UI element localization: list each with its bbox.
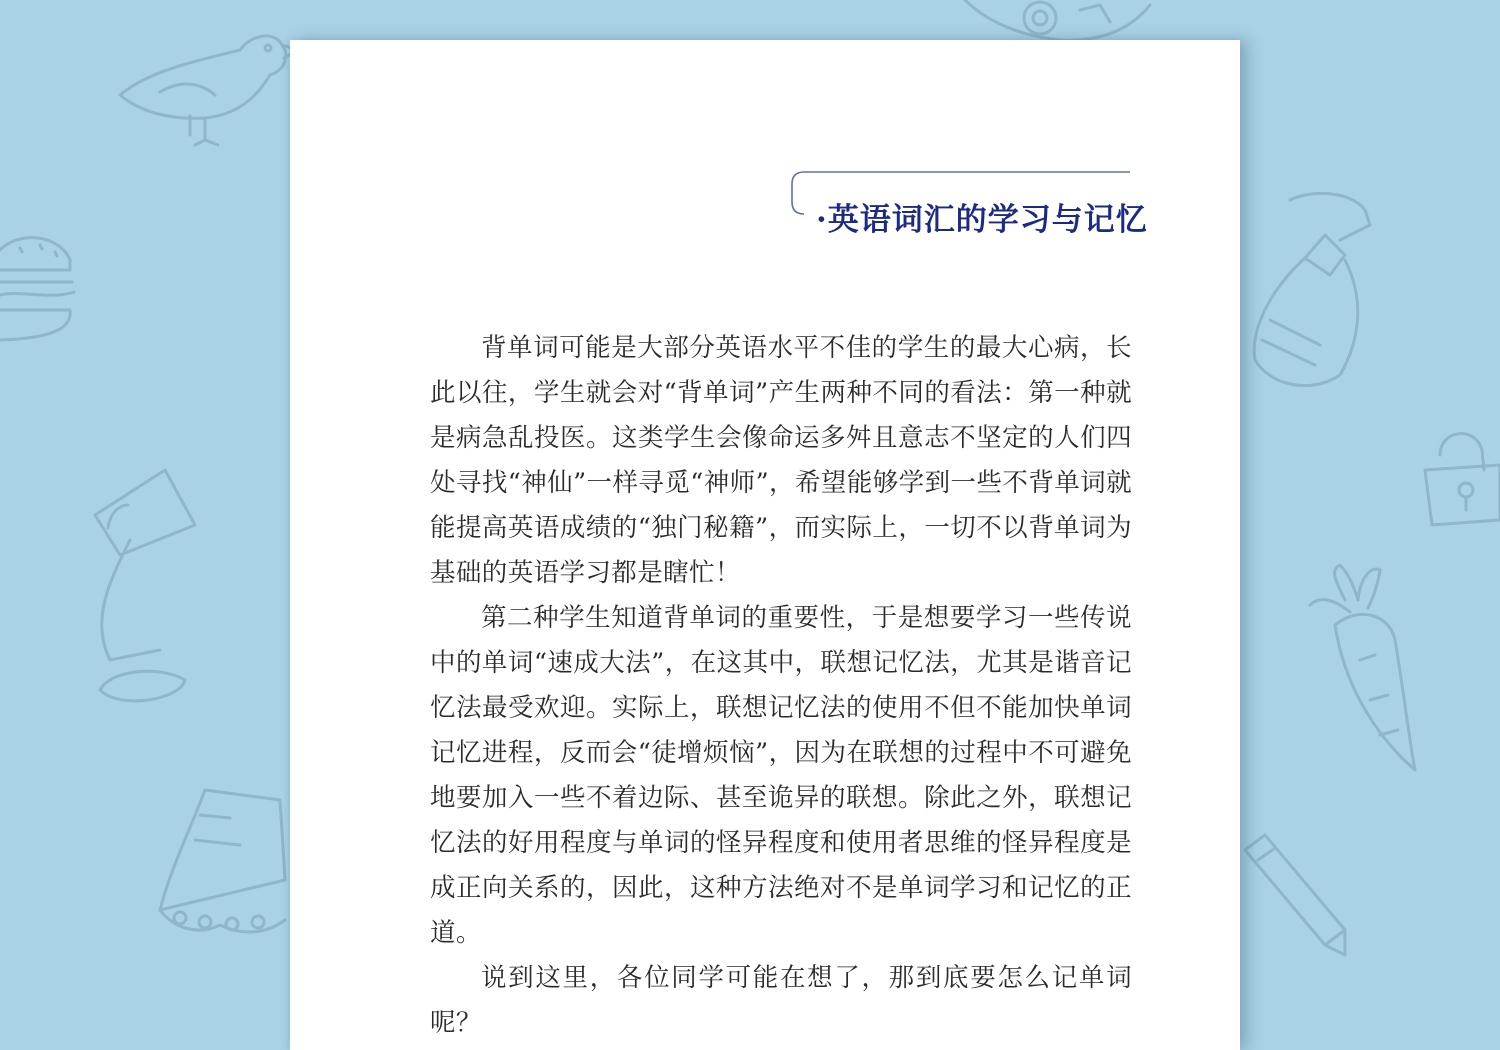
paragraph-3: 说到这里，各位同学可能在想了，那到底要怎么记单词呢？	[430, 963, 1132, 1038]
hamburger-doodle	[0, 238, 74, 340]
carrot-doodle	[1310, 565, 1415, 770]
book-page	[290, 40, 1240, 1050]
bird-doodle	[120, 36, 298, 145]
chapter-header	[790, 170, 1148, 242]
chapter-title: ·英语词汇的学习与记忆	[816, 202, 1148, 238]
skirt-doodle	[160, 790, 285, 932]
paragraph-1: 背单词可能是大部分英语水平不佳的学生的最大心病，长此以往，学生就会对“背单词”产生两种不同的看法：第一种就是病急乱投医。这类学生会像命运多舛且意志不坚定的人们四处寻找“神仙”一样寻觅“神师”，希望能够学到一些不背单词就能提高英语成绩的“独门秘籍”，而实际上，一切不以背单词为基础的英语学习都是瞎忙！	[430, 333, 1132, 588]
paragraph-2: 第二种学生知道背单词的重要性，于是想要学习一些传说中的单词“速成大法”，在这其中，联想记忆法，尤其是谐音记忆法最受欢迎。实际上，联想记忆法的使用不但不能加快单词记忆进程，反而会“徒增烦恼”，因为在联想的过程中不可避免地要加入一些不着边际、甚至诡异的联想。除此之外，联想记忆法的好用程度与单词的怪异程度和使用者思维的怪异程度是成正向关系的，因此，这种方法绝对不是单词学习和记忆的正道。	[430, 603, 1132, 948]
soap-dispenser-doodle	[1254, 193, 1370, 385]
camera-doodle	[965, 0, 1150, 40]
pencil-doodle	[1245, 835, 1345, 955]
padlock-doodle	[1425, 434, 1500, 525]
desk-lamp-doodle	[95, 470, 195, 701]
body-text	[430, 326, 1132, 1046]
